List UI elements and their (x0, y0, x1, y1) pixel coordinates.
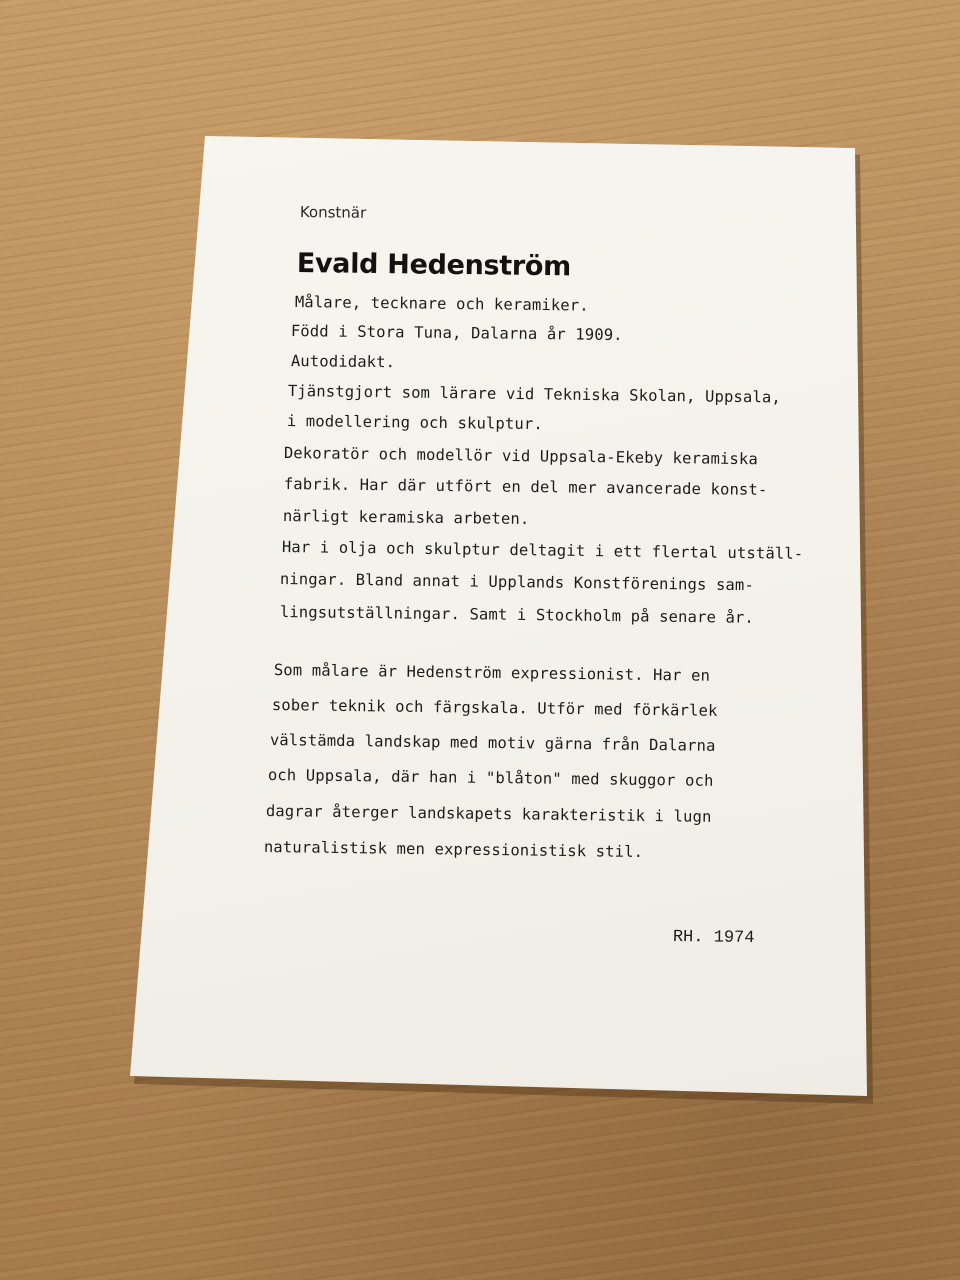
bio-line: Har i olja och skulptur deltagit i ett flertal utställ- (281, 538, 804, 563)
bio-line: Autodidakt. (290, 352, 396, 372)
bio-line: Tjänstgjort som lärare vid Tekniska Skolan, Uppsala, (287, 382, 782, 407)
bio-line: fabrik. Har där utfört en del mer avancerade konst- (283, 475, 768, 499)
signature: RH. 1974 (672, 928, 755, 948)
bio-line: närligt keramiska arbeten. (282, 507, 530, 529)
document-label: Konstnär (299, 203, 367, 222)
bio-line: Målare, tecknare och keramiker. (294, 293, 589, 315)
description-line: välstämda landskap med motiv gärna från Dalarna (269, 731, 716, 755)
description-line: och Uppsala, där han i "blåton" med skuggor och (267, 766, 714, 790)
bio-line: ningar. Bland annat i Upplands Konstförenings sam- (279, 570, 755, 595)
bio-line: Dekoratör och modellör vid Uppsala-Ekeby keramiska (283, 444, 759, 469)
document-title: Evald Hedenström (296, 248, 572, 283)
description-line: sober teknik och färgskala. Utför med förkärlek (271, 696, 718, 720)
description-line: dagrar återger landskapets karakteristik i lugn (265, 802, 712, 826)
bio-line: Född i Stora Tuna, Dalarna år 1909. (290, 322, 623, 345)
description-line: naturalistisk men expressionistisk stil. (263, 838, 644, 861)
bio-line: i modellering och skulptur. (286, 412, 543, 434)
description-line: Som målare är Hedenström expressionist. Har en (273, 661, 711, 685)
bio-line: lingsutställningar. Samt i Stockholm på senare år. (279, 603, 755, 627)
